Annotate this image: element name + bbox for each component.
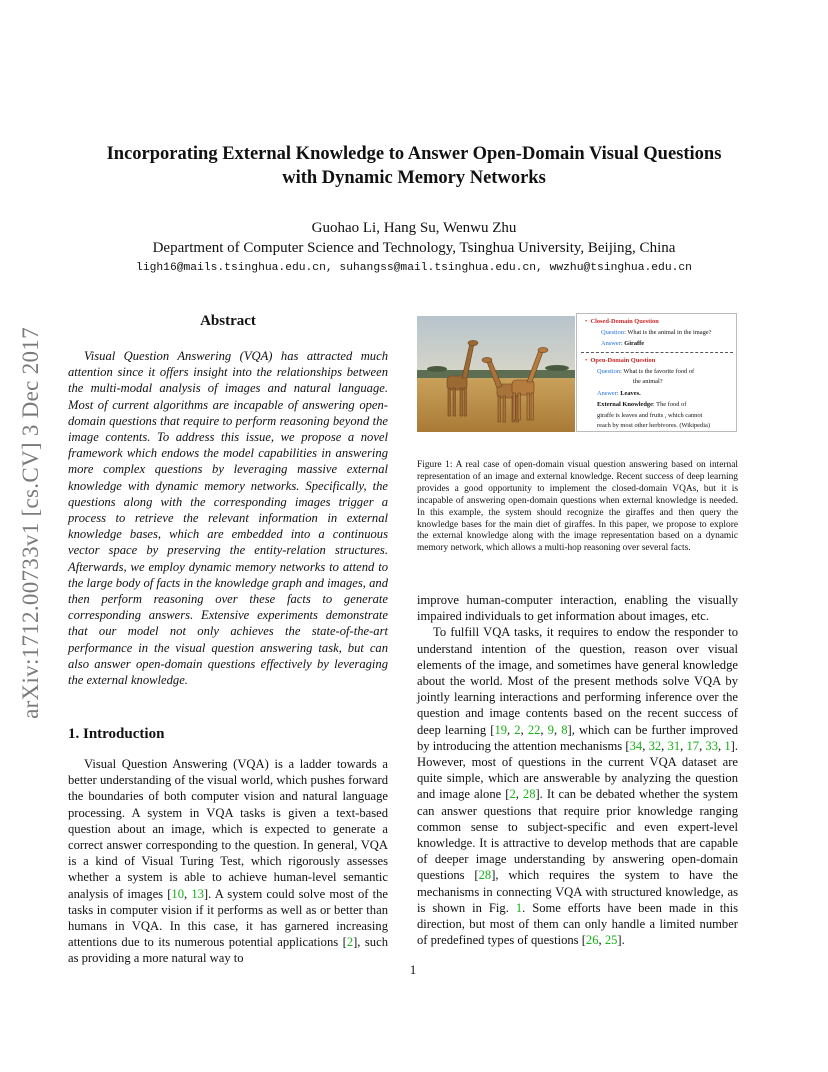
open-domain-row	[585, 356, 655, 365]
separator: ,	[699, 738, 706, 753]
intro-text: ]. A system could solve most of the tasks in computer vision if it performs as well as or better than humans in VQA. In this case, it has garnered increasing attentions due to its numerous potential applications [	[68, 886, 389, 950]
giraffe-photo	[417, 316, 575, 432]
citation-link[interactable]: 2	[346, 935, 354, 950]
separator: ,	[520, 722, 528, 737]
bullet-icon: •	[585, 357, 588, 364]
open-answer-label: Answer	[597, 390, 617, 397]
title-line-2: with Dynamic Memory Networks	[282, 168, 546, 188]
giraffe-image-icon	[417, 316, 575, 432]
closed-answer-row	[601, 339, 644, 348]
knowledge-label: External Knowledge	[597, 401, 653, 408]
paragraph-text: ]. However, most of questions in the current VQA dataset are quite simple, which are answerable by analyzing the question and image alone [	[417, 738, 739, 802]
paragraph-text: ], which requires the system to have the mechanisms in connecting VQA with structured knowledge, as is shown in Fig.	[417, 868, 739, 915]
bullet-icon: •	[585, 318, 588, 325]
citation-link[interactable]: 8	[561, 722, 568, 737]
closed-question-text: : What is the animal in the image?	[624, 329, 712, 336]
right-column	[417, 592, 738, 948]
author-emails: ligh16@mails.tsinghua.edu.cn, suhangss@mail.tsinghua.edu.cn, wwzhu@tsinghua.edu.cn	[136, 262, 692, 274]
open-answer-text: Leaves.	[620, 390, 641, 397]
citation-link[interactable]: 22	[527, 722, 541, 737]
paper-title	[60, 142, 768, 190]
separator: ,	[507, 722, 515, 737]
citation-link[interactable]: 32	[648, 738, 662, 753]
closed-domain-title: Closed-Domain Question	[590, 318, 659, 325]
citation-link[interactable]: 2	[509, 787, 516, 802]
paragraph: improve human-computer interaction, enabling the visually impaired individuals to get information about images, etc.	[417, 593, 738, 624]
citation-link[interactable]: 26	[585, 933, 599, 948]
knowledge-cont-1: giraffe is leaves and fruits , which cannot	[597, 412, 703, 419]
arxiv-id: arXiv:1712.00733v1 [cs.CV] 3 Dec 2017	[18, 327, 43, 719]
section-heading-introduction: 1. Introduction	[68, 726, 165, 742]
abstract-heading: Abstract	[200, 313, 256, 329]
open-answer-row	[597, 389, 641, 398]
qa-panel	[576, 313, 737, 432]
paragraph-text: To fulfill VQA tasks, it requires to endow the responder to understand intention of the question, reason over visual elements of the image, and sometimes have general knowledge about the world. Most of the present methods solve VQA by jointly learning interactions and performing inference over the question and image contents based on the recent success of deep learning [	[417, 625, 738, 737]
paragraph-text: ].	[617, 933, 625, 948]
open-question-cont: the animal?	[633, 378, 663, 385]
separator: ,	[540, 722, 548, 737]
open-question-text: : What is the favorite food of	[620, 368, 695, 375]
paragraph-text: ]. It can be debated whether the system can answer questions that require prior knowledge ranging common sense to subject-specific and even expert-level knowledge. It is attractive to develop methods that are capable of deeper image understanding by answering open-domain questions [	[417, 787, 738, 883]
open-domain-title: Open-Domain Question	[590, 357, 656, 364]
citation-link[interactable]: 25	[604, 933, 618, 948]
knowledge-cont-2: reach by most other herbivores. (Wikipedia)	[597, 422, 710, 429]
separator: ,	[642, 738, 649, 753]
open-question-row	[597, 367, 694, 376]
intro-text: ], such as providing a more natural way to	[68, 935, 388, 966]
closed-question-label: Question	[601, 329, 625, 336]
paragraph	[417, 624, 738, 948]
closed-answer-text: Giraffe	[624, 340, 645, 347]
abstract-text: Visual Question Answering (VQA) has attracted much attention since it offers insight into the relationships between the multi-modal analysis of images and natural language. Most of current algorithms are incapable of answering open-domain questions that require to perform reasoning beyond the image contents. To address this issue, we propose a novel framework which endows the model capabilities in answering more complex questions by leveraging massive external knowledge with dynamic memory networks. Specifically, the questions along with the corresponding images trigger a process to retrieve the relevant information in external knowledge bases, which are embedded into a continuous vector space by preserving the entity-relation structures. Afterwards, we employ dynamic memory networks to attend to the large body of facts in the knowledge graph and images, and then perform reasoning over these facts to generate corresponding answers. Extensive experiments demonstrate that our model not only achieves the state-of-the-art performance in the visual question answering task, but can also answer open-domain questions effectively by leveraging the external knowledge.	[68, 349, 388, 688]
colon-text: :	[620, 340, 625, 347]
figure-1	[417, 313, 738, 433]
citation-link[interactable]: 33	[705, 738, 719, 753]
separator: ,	[718, 738, 725, 753]
citation-link[interactable]: 28	[522, 787, 536, 802]
citation-link[interactable]: 17	[686, 738, 700, 753]
affiliation: Department of Computer Science and Technology, Tsinghua University, Beijing, China	[152, 240, 676, 256]
citation-link[interactable]: 31	[667, 738, 681, 753]
authors: Guohao Li, Hang Su, Wenwu Zhu	[311, 220, 517, 236]
citation-link[interactable]: 2	[514, 722, 521, 737]
closed-domain-row	[585, 317, 659, 326]
closed-answer-label: Answer	[601, 340, 621, 347]
citation-link[interactable]: 28	[478, 868, 492, 883]
citation-link[interactable]: 13	[191, 886, 204, 901]
separator: ,	[661, 738, 668, 753]
figure-link[interactable]: 1	[515, 900, 523, 915]
knowledge-row	[597, 400, 686, 409]
separator: ,	[598, 933, 605, 948]
separator: ,	[680, 738, 687, 753]
separator: ,	[515, 787, 523, 802]
paragraph-text: . Some efforts have been made in this direction, but most of them can only handle a limited number of predefined types of questions [	[417, 900, 739, 948]
figure-1-caption: Figure 1: A real case of open-domain visual question answering based on internal representation of an image and external knowledge. Recent success of deep learning provides a good opportunity to implement the closed-domain VQAs, but it is incapable of answering open-domain questions when external knowledge is needed. In this example, the system should recognize the giraffes and then query the knowledge bases for the main diet of giraffes. In this paper, we propose to explore the external knowledge along with the image representation based on a dynamic memory network, which allows a multi-hop reasoning over several facts.	[417, 460, 738, 554]
closed-question-row	[601, 328, 711, 337]
knowledge-text: : The food of	[652, 401, 687, 408]
intro-text: Visual Question Answering (VQA) is a ladder towards a better understanding of the visual world, which pushes forward the boundaries of both computer vision and natural language processing. A system in VQA tasks is given a text-based question about an image, which is expected to generate a correct answer corresponding to the question. In general, VQA is a kind of Visual Turing Test, which rigorously assesses whether a system is able to achieve human-level semantic analysis of images [	[68, 757, 388, 901]
title-line-1: Incorporating External Knowledge to Answer Open-Domain Visual Questions	[106, 144, 722, 164]
citation-link[interactable]: 10	[171, 886, 185, 901]
page-number: 1	[409, 963, 417, 977]
citation-link[interactable]: 19	[494, 722, 508, 737]
open-question-label: Question	[597, 368, 621, 375]
citation-link[interactable]: 1	[724, 738, 731, 753]
citation-link[interactable]: 34	[629, 738, 643, 753]
colon-text: :	[616, 390, 621, 397]
paragraph-text: ], which can be further improved by introducing the attention mechanisms [	[417, 722, 739, 753]
arxiv-stamp	[16, 288, 46, 758]
separator: ,	[553, 722, 562, 737]
citation-link[interactable]: 9	[547, 722, 554, 737]
intro-text: ,	[184, 886, 192, 901]
intro-paragraph	[68, 756, 388, 967]
panel-divider	[581, 352, 733, 353]
